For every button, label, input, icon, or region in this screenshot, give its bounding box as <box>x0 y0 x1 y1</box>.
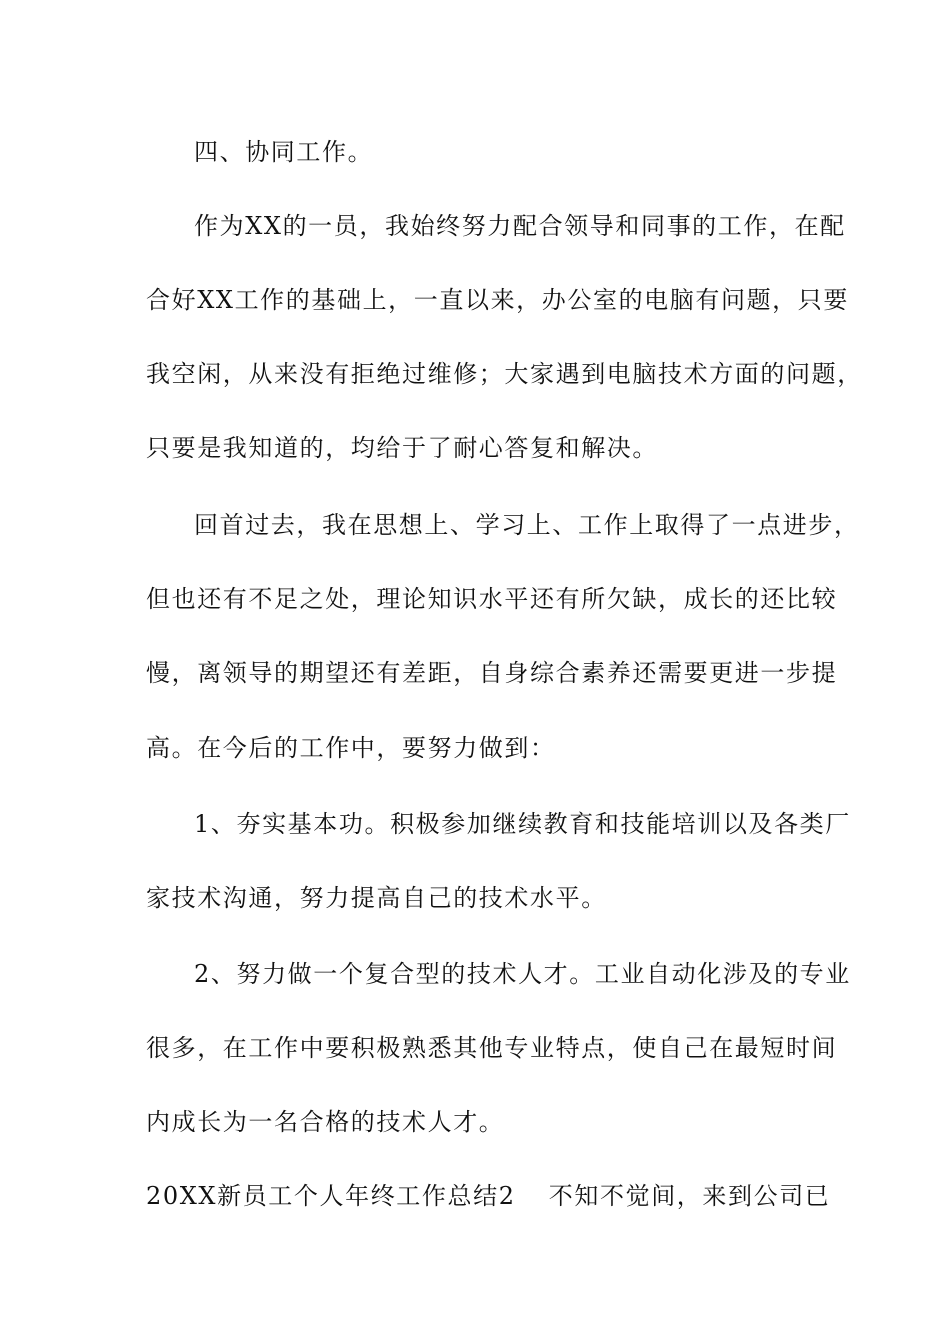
paragraph-line: 家技术沟通，努力提高自己的技术水平。 <box>146 884 607 912</box>
paragraph-line: 很多，在工作中要积极熟悉其他专业特点，使自己在最短时间 <box>146 1034 838 1062</box>
paragraph-line: 慢，离领导的期望还有差距，自身综合素养还需要更进一步提 <box>146 659 838 687</box>
paragraph-line: 回首过去，我在思想上、学习上、工作上取得了一点进步， <box>194 511 860 539</box>
list-item-2: 2、努力做一个复合型的技术人才。工业自动化涉及的专业 <box>194 960 851 988</box>
paragraph-line: 作为XX的一员，我始终努力配合领导和同事的工作，在配 <box>194 212 846 240</box>
paragraph-line: 但也还有不足之处，理论知识水平还有所欠缺，成长的还比较 <box>146 585 838 613</box>
list-item-1: 1、夯实基本功。积极参加继续教育和技能培训以及各类厂 <box>194 810 851 838</box>
paragraph-line: 我空闲，从来没有拒绝过维修；大家遇到电脑技术方面的问题， <box>146 360 863 388</box>
paragraph-line: 只要是我知道的，均给于了耐心答复和解决。 <box>146 434 658 462</box>
paragraph-line: 合好XX工作的基础上，一直以来，办公室的电脑有问题，只要 <box>146 286 849 314</box>
paragraph-line: 高。在今后的工作中，要努力做到： <box>146 734 556 762</box>
summary-title-line: 20XX新员工个人年终工作总结2 不知不觉间，来到公司已 <box>146 1182 831 1210</box>
paragraph-line: 内成长为一名合格的技术人才。 <box>146 1108 505 1136</box>
section-heading: 四、协同工作。 <box>194 138 374 166</box>
